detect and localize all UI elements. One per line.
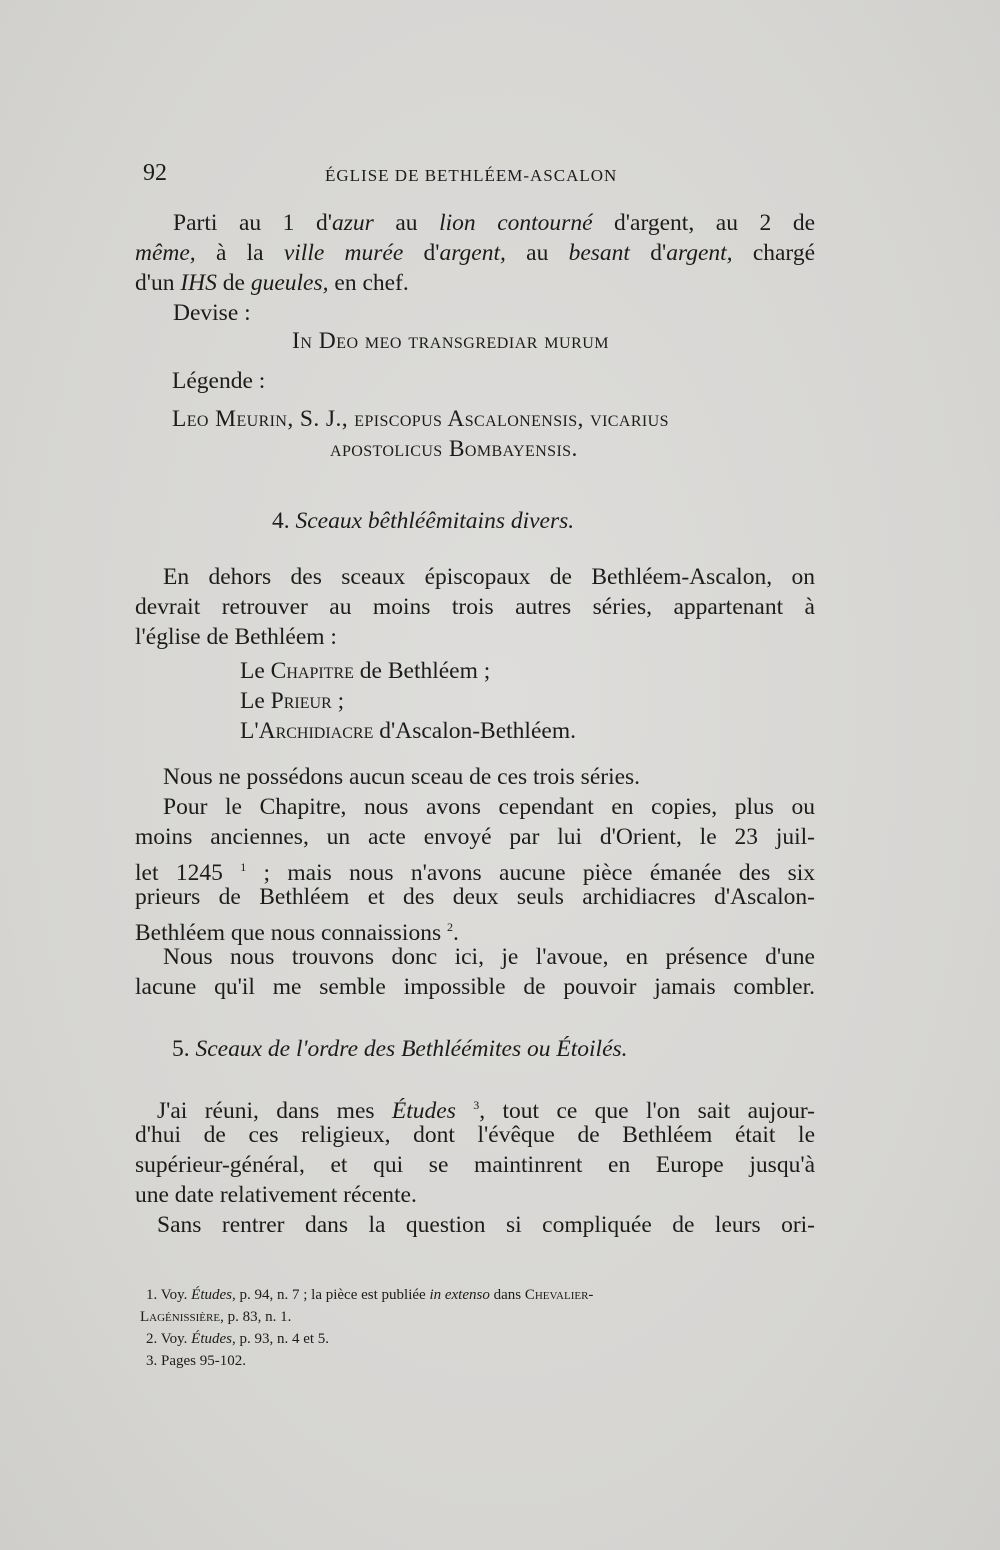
text-line: d'hui de ces religieux, dont l'évêque de Bethléem était le <box>135 1122 815 1148</box>
section-number: 5. <box>172 1036 190 1062</box>
section-5-heading <box>172 1036 628 1063</box>
blazon-line: même, à la ville murée d'argent, au besant d'argent, chargé <box>135 240 816 266</box>
footnote-1: 1. Voy. Études, p. 94, n. 7 ; la pièce est publiée in extenso dans Chevalier- <box>146 1287 594 1303</box>
running-head <box>0 160 1000 194</box>
blazon-paragraph <box>135 208 815 328</box>
list-item: Le Chapitre de Bethléem ; <box>240 658 491 684</box>
text-line: En dehors des sceaux épiscopaux de Bethléem-Ascalon, on <box>163 564 815 590</box>
text-line: let 1245 $^1$ ; mais nous n'avons aucune pièce émanée des six <box>135 860 815 886</box>
blazon-line: d'un IHS de gueules, en chef. <box>135 270 409 296</box>
text-line: Bethléem que nous connaissions $^2$. <box>135 920 459 946</box>
paragraph-1 <box>135 562 815 652</box>
text-line: l'église de Bethléem : <box>135 624 337 650</box>
paragraph-3 <box>135 1090 815 1240</box>
text-line: J'ai réuni, dans mes Études $^3$, tout ce que l'on sait aujour- <box>157 1098 816 1124</box>
text-line: Nous ne possédons aucun sceau de ces trois séries. <box>163 764 641 790</box>
running-title: ÉGLISE DE BETHLÉEM-ASCALON <box>325 166 618 185</box>
text-line: prieurs de Bethléem et des deux seuls archidiacres d'Ascalon- <box>135 884 815 910</box>
blazon-line: Parti au 1 d'azur au lion contourné d'argent, au 2 de <box>173 210 815 236</box>
footnote-1-continued: Lagénissière, p. 83, n. 1. <box>140 1309 292 1325</box>
page-number: 92 <box>143 160 167 186</box>
footnote-ref: 1 <box>240 860 247 874</box>
text-line: supérieur-général, et qui se maintinrent en Europe jusqu'à <box>135 1152 815 1178</box>
text-line: devrait retrouver au moins trois autres séries, appartenant à <box>135 594 815 620</box>
legende-label: Légende : <box>172 368 266 394</box>
footnote-3: 3. Pages 95-102. <box>146 1353 246 1369</box>
section-number: 4. <box>272 508 290 534</box>
text-line: Sans rentrer dans la question si compliquée de leurs ori- <box>157 1212 815 1238</box>
list-item: L'Archidiacre d'Ascalon-Bethléem. <box>240 718 576 744</box>
chapter-list <box>240 656 740 746</box>
text-line: lacune qu'il me semble impossible de pouvoir jamais combler. <box>135 974 815 1000</box>
text-line: Pour le Chapitre, nous avons cependant en copies, plus ou <box>163 794 815 820</box>
footnote-2: 2. Voy. Études, p. 93, n. 4 et 5. <box>146 1331 330 1347</box>
legende-line-2: apostolicus Bombayensis. <box>330 436 578 462</box>
list-item: Le Prieur ; <box>240 688 345 714</box>
legende-line-1: Leo Meurin, S. J., episcopus Ascalonensis, vicarius <box>172 406 669 432</box>
footnote-ref: 3 <box>473 1098 480 1112</box>
section-title: Sceaux bêthléêmitains divers. <box>295 508 575 534</box>
section-title: Sceaux de l'ordre des Bethléémites ou Étoilés. <box>195 1036 628 1062</box>
footnote-ref: 2 <box>446 920 453 934</box>
text-line: Nous nous trouvons donc ici, je l'avoue, en présence d'une <box>163 944 815 970</box>
section-4-heading <box>272 508 574 535</box>
text-line: une date relativement récente. <box>135 1182 417 1208</box>
devise-text: In Deo meo transgrediar murum <box>292 328 610 354</box>
paragraph-2 <box>135 762 815 1002</box>
footnotes <box>140 1284 810 1372</box>
devise-label: Devise : <box>173 300 251 326</box>
text-line: moins anciennes, un acte envoyé par lui d'Orient, le 23 juil- <box>135 824 815 850</box>
